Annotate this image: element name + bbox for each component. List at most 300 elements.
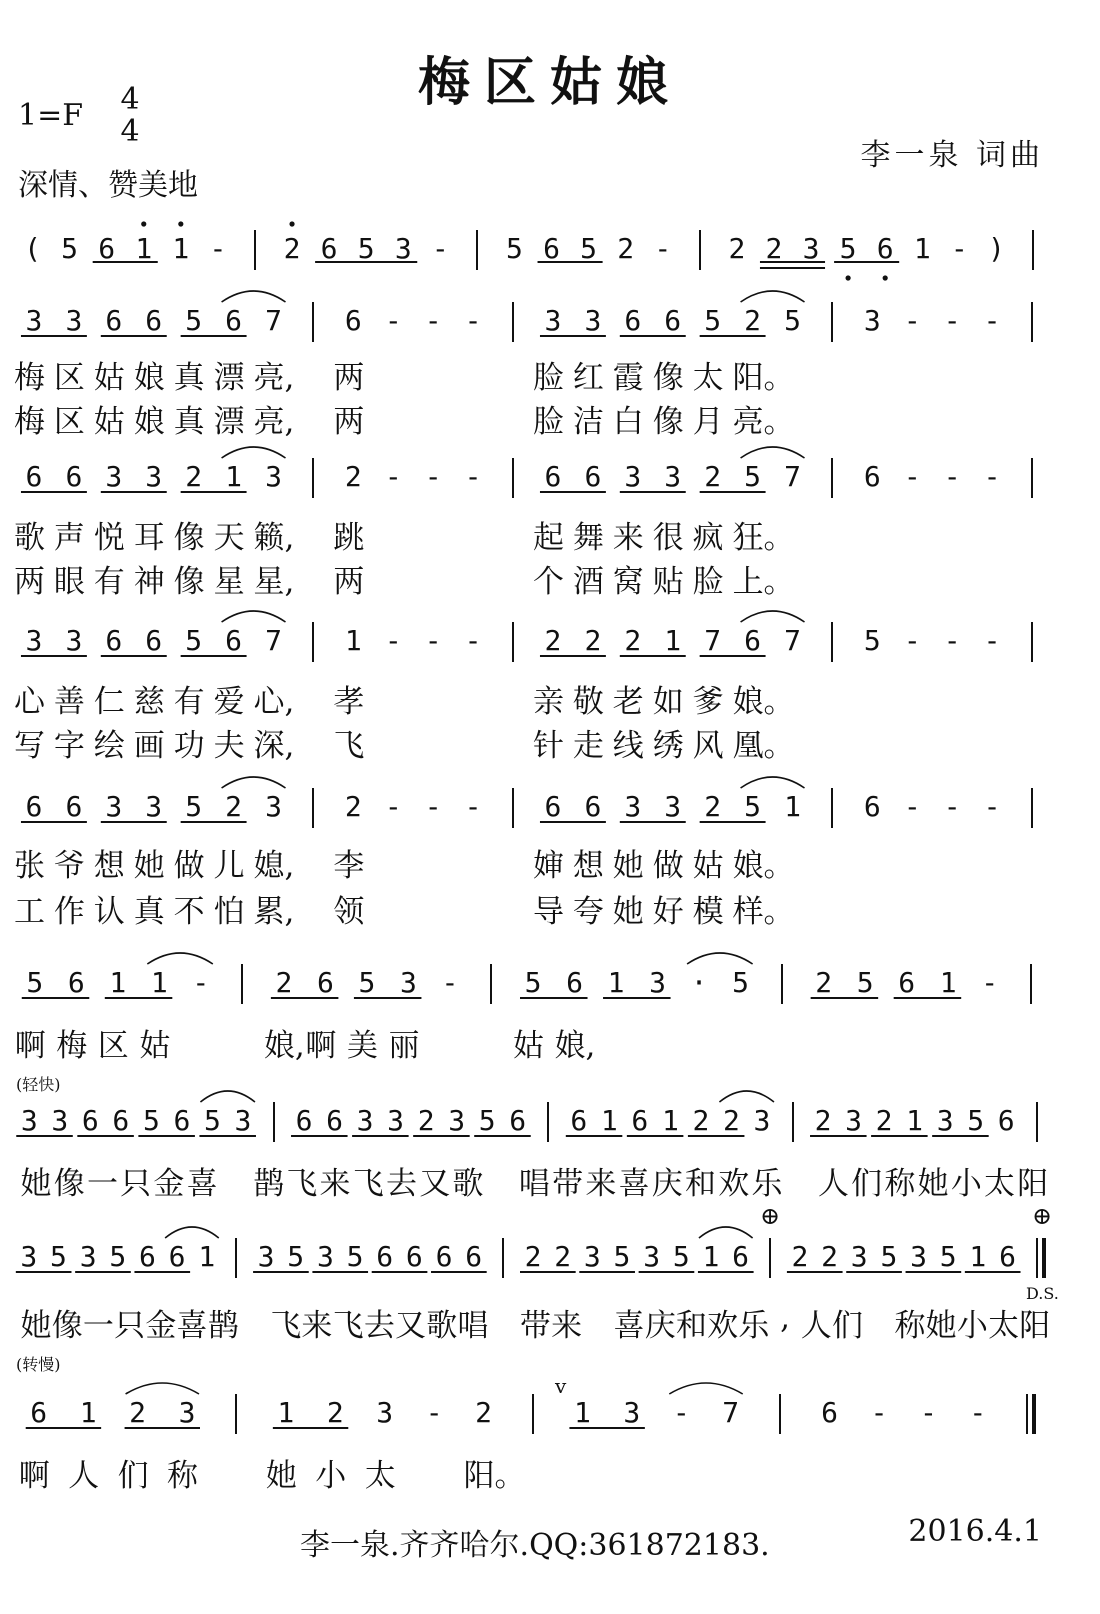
lyric-char: 很 [652,520,684,556]
lyric-char: 来 [585,1166,617,1202]
bar-line [254,230,256,270]
note: 6 [744,624,761,657]
lyric-char: 们 [851,1166,883,1202]
lyric-char: 导 [532,894,564,930]
note: 3 [802,232,820,265]
lyric-char: 像 [652,360,684,396]
lyric-char: 一 [86,1166,118,1202]
note: 6 [25,790,43,823]
meter-bottom: 4 [120,114,140,149]
note: 6 [997,1104,1015,1137]
lyric-char: 霞 [612,360,644,396]
note: 2 [617,232,635,265]
note: 5 [204,1104,221,1137]
lyric-char: 眼 [53,564,85,600]
notation-row [0,454,1100,500]
lyric-char: 写 [13,728,45,764]
lyric-char: 梅 [13,360,45,396]
note: 1 [225,460,242,493]
lyric-char: 功 [173,728,205,764]
lyric-char: 白 [612,404,644,440]
note: 2 [814,1104,832,1137]
lyric-char: 真 [173,360,205,396]
bar-line [1031,302,1033,342]
bar-line [476,230,478,270]
note: 6 [465,1240,483,1273]
note: 5 [506,232,523,265]
note: 3 [79,1240,97,1273]
footer-contact: 李一泉.齐齐哈尔.QQ:361872183. [300,1528,770,1563]
note: 3 [845,1104,862,1137]
note: 5 [939,1240,957,1273]
bar-line [235,1238,237,1278]
lyric-char: 飞 [286,1166,318,1202]
lyric-char: 爱 [213,684,245,720]
note: 6 [584,790,602,823]
note: · [690,966,708,999]
note: 1 [906,1104,924,1137]
hold-dash: - [870,1396,888,1429]
note: 6 [631,1104,649,1137]
coda-icon: ⊕ [760,1202,781,1230]
note: 3 [624,460,642,493]
notation-row [0,298,1100,344]
key-signature: 1=F [18,98,84,133]
lyric-char: 啊 [14,1028,46,1064]
lyric-char: 想 [572,848,604,884]
hold-dash: - [209,232,227,265]
note: 2 [815,966,833,999]
note: 5 [61,232,79,265]
note: 3 [65,624,83,657]
note: 6 [25,460,43,493]
lyric-char: 姑 [513,1028,544,1064]
note: 2 [275,966,293,999]
slow-marking: (转慢) [16,1355,61,1374]
bar-line [1030,964,1032,1004]
hold-dash: - [950,232,968,265]
bar-line [1031,622,1033,662]
lyric-char: 阳 [1017,1166,1049,1202]
lyric-char: 她 [917,1166,949,1202]
bar-line [792,1102,794,1142]
bar-line [831,788,833,828]
lyric-char: 像 [53,1166,85,1202]
hold-dash: - [903,460,921,493]
song-title: 梅区姑娘 [417,52,682,113]
bar-line [502,1238,504,1278]
lyric-char: 歌 [426,1308,458,1344]
note: 7 [784,624,801,657]
note: 5 [784,304,801,337]
note: 6 [67,966,85,999]
note: 6 [624,304,642,337]
hold-dash: - [192,966,210,999]
hold-dash: - [903,624,921,657]
note: 3 [356,1104,374,1137]
lyric-char: 金 [145,1308,177,1344]
bar-line [512,302,514,342]
note: 1 [573,1396,591,1429]
lyric-char: 歌 [452,1166,484,1202]
lyric-char: 她 [133,848,165,884]
note: 5 [856,966,874,999]
lyric-char: 娘, [263,1028,305,1064]
note: 6 [544,790,562,823]
lyric-char: 阳 [1019,1308,1051,1344]
lyric-char: 线 [612,728,644,764]
lyric-char: 真 [173,404,205,440]
note: 3 [20,1240,38,1273]
note: 2 [475,1396,492,1429]
lyric-char: 喜 [613,1308,645,1344]
lyric-char: 太 [984,1166,1016,1202]
note: 3 [265,790,282,823]
lyric-char: 不 [173,894,205,930]
lyric-char: 作 [53,894,85,930]
notation-row [0,1098,1100,1144]
author-credit: 李一泉 词曲 [860,138,1044,173]
octave-dot [883,275,888,280]
lyric-char: 悦 [93,520,125,556]
lyric-char: 绘 [93,728,125,764]
notation-row [0,1234,1100,1280]
lyric-char: 像 [652,404,684,440]
note: 6 [544,460,562,493]
note: 3 [25,304,43,337]
ds-marking: D.S. [1026,1284,1059,1303]
note: 1 [150,966,168,999]
lyric-char: 亮, [253,360,295,396]
note: 3 [623,1396,641,1429]
note: 2 [821,1240,838,1273]
note: 5 [478,1104,496,1137]
lyric-char: 只 [120,1166,152,1202]
note: 1 [277,1396,295,1429]
note: 5 [732,966,750,999]
note: 3 [178,1396,196,1429]
lyric-char: 做 [173,848,205,884]
note: 3 [257,1240,275,1273]
hold-dash: - [431,232,449,265]
lyric-char: , [780,1300,790,1336]
note: 6 [435,1240,453,1273]
lyric-char: 唱 [457,1308,489,1344]
lyric-char: 像 [173,520,205,556]
paren: ) [987,232,1005,265]
note: 5 [524,966,542,999]
lyric-char: 天 [213,520,245,556]
note: 6 [30,1396,48,1429]
note: 3 [649,966,666,999]
notation-row [0,1390,1100,1436]
note: 6 [405,1240,423,1273]
note: 6 [509,1104,527,1137]
lyric-char: 鹊 [253,1166,285,1202]
note: 1 [600,1104,618,1137]
lyric-char: 阳。 [463,1458,526,1494]
lyric-char: 漂 [213,360,245,396]
note: 1 [939,966,957,999]
note: 5 [744,460,761,493]
hold-dash: - [983,624,1001,657]
hold-dash: - [464,624,482,657]
lyric-char: 又 [419,1166,451,1202]
bar-line [699,230,701,270]
bar-line [512,788,514,828]
bar-line [241,964,243,1004]
lyric-char: 走 [572,728,604,764]
coda-icon: ⊕ [1032,1202,1053,1230]
hold-dash: - [441,966,459,999]
lyric-char: 真 [133,894,165,930]
lyric-char: 李 [333,848,365,884]
lyric-char: 小 [315,1458,347,1494]
lyric-char: 欢 [718,1166,750,1202]
paren: ( [24,232,41,265]
light-marking: (轻快) [16,1075,61,1094]
lyric-char: 夫 [213,728,245,764]
lyric-char: 去 [363,1308,395,1344]
note: 6 [344,304,362,337]
lyric-char: 领 [333,894,365,930]
bar-line [532,1394,534,1434]
hold-dash: - [424,304,442,337]
note: 3 [584,304,602,337]
note: 5 [142,1104,160,1137]
note: 2 [129,1396,146,1429]
lyric-char: 媳, [253,848,295,884]
lyric-char: 酒 [572,564,604,600]
bar-line [235,1394,237,1434]
lyric-char: 风 [692,728,724,764]
lyric-char: 太 [988,1308,1020,1344]
note: 5 [967,1104,985,1137]
bar-line [1031,788,1033,828]
note: 1 [784,790,801,823]
lyric-char: 和 [685,1166,717,1202]
hold-dash: - [981,966,999,999]
note: 6 [225,304,242,337]
bar-line [273,1102,275,1142]
hold-dash: - [464,790,482,823]
note: 5 [704,304,722,337]
lyric-char: 张 [13,848,45,884]
lyric-char: 称 [884,1166,916,1202]
note: 6 [898,966,916,999]
lyric-char: 她 [20,1308,52,1344]
note: 1 [79,1396,97,1429]
notation-row [0,226,1100,272]
lyric-char: 喜 [618,1166,650,1202]
note: 3 [400,966,417,999]
lyric-char: 啊 [18,1458,50,1494]
lyric-char: 起 [532,520,564,556]
note: 7 [722,1396,740,1429]
note: 5 [357,232,375,265]
note: 1 [135,232,153,265]
lyric-char: 两 [13,564,45,600]
note: 6 [145,624,163,657]
note: 5 [50,1240,67,1273]
lyric-char: 如 [652,684,684,720]
note: 6 [543,232,560,265]
hold-dash: - [384,460,402,493]
note: 5 [109,1240,127,1273]
note: 5 [839,232,857,265]
lyric-char: 儿 [213,848,245,884]
note: 1 [913,232,931,265]
note: 3 [25,624,43,657]
lyric-char: 梅 [56,1028,88,1064]
lyric-char: 她 [612,848,644,884]
lyric-char: 老 [612,684,644,720]
note: 1 [198,1240,216,1273]
lyric-char: 神 [133,564,165,600]
note: 2 [875,1104,893,1137]
lyric-char: 慈 [133,684,165,720]
lyric-char: 娘 [133,360,165,396]
lyric-char: 洁 [572,404,604,440]
lyric-char: 区 [97,1028,129,1064]
note: 6 [732,1240,750,1273]
note: 6 [863,460,881,493]
note: 2 [524,1240,542,1273]
note: 5 [744,790,761,823]
bar-line [312,458,314,498]
hold-dash: - [425,1396,443,1429]
note: 3 [624,790,642,823]
bar-line [1042,1238,1046,1278]
lyric-char: 飞 [270,1308,302,1344]
note: 2 [344,790,362,823]
lyric-char: 爷 [53,848,85,884]
meter-top: 4 [120,82,140,117]
lyric-char: 心, [253,684,295,720]
date-stamp: 2016.4.1 [908,1514,1042,1549]
hold-dash: - [943,460,961,493]
lyric-char: 姑 [93,404,125,440]
lyric-char: 夸 [572,894,604,930]
lyric-char: 丽 [388,1028,420,1064]
hold-dash: - [384,304,402,337]
bar-line [312,788,314,828]
bar-line [547,1102,549,1142]
lyric-char: 梅 [13,404,45,440]
note: 3 [145,460,163,493]
lyric-char: 唱 [518,1166,550,1202]
hold-dash: - [969,1396,987,1429]
bar-line [779,1394,781,1434]
lyric-char: 画 [133,728,165,764]
note: 3 [850,1240,868,1273]
note: 5 [580,232,598,265]
note: 5 [672,1240,690,1273]
note: 6 [105,624,123,657]
lyric-char: 想 [93,848,125,884]
note: 1 [109,966,127,999]
note: 6 [168,1240,186,1273]
lyric-char: 窝 [612,564,644,600]
lyric-char: 月 [692,404,724,440]
lyric-char: 美 [346,1028,378,1064]
note: 2 [744,304,761,337]
lyric-char: 姑 [692,848,724,884]
lyric-char: 像 [173,564,205,600]
lyric-char: 针 [532,728,564,764]
hold-dash: - [983,460,1001,493]
note: 3 [65,304,83,337]
lyric-char: 狂。 [732,520,795,556]
note: 5 [346,1240,364,1273]
note: 2 [326,1396,344,1429]
lyric-char: 累, [253,894,295,930]
octave-dot [846,275,851,280]
note: 5 [863,624,881,657]
lyric-char: 飞 [333,728,365,764]
bar-line [781,964,783,1004]
hold-dash: - [903,304,921,337]
lyric-char: 去 [385,1166,417,1202]
note: 2 [728,232,746,265]
note: 6 [225,624,242,657]
note: 1 [969,1240,987,1273]
note: 1 [664,624,682,657]
lyric-char: 又 [395,1308,427,1344]
lyric-char: 两 [333,360,365,396]
tempo-marking: 深情、赞美地 [18,168,198,203]
lyric-char: 带 [519,1308,551,1344]
lyric-char: 人 [817,1166,849,1202]
lyric-char: 认 [93,894,125,930]
notation-row [0,618,1100,664]
note: 5 [185,624,203,657]
bar-line [1032,230,1034,270]
lyric-char: 脸 [532,360,564,396]
hold-dash: - [384,790,402,823]
note: 1 [172,232,190,265]
lyric-char: 和 [675,1308,707,1344]
note: 7 [265,304,282,337]
bar-line [1032,1394,1036,1434]
lyric-char: 怕 [213,894,245,930]
hold-dash: - [424,790,442,823]
notation-row [0,960,1100,1006]
hold-dash: - [983,304,1001,337]
note: 6 [65,790,83,823]
lyric-char: 红 [572,360,604,396]
lyric-char: 来 [551,1308,583,1344]
time-signature [116,84,144,148]
note: 3 [936,1104,954,1137]
hold-dash: - [943,304,961,337]
note: 3 [316,1240,334,1273]
note: 6 [584,460,602,493]
note: 6 [81,1104,99,1137]
note: 6 [173,1104,191,1137]
note: 2 [692,1104,710,1137]
lyric-char: 区 [53,404,85,440]
note: 2 [704,790,722,823]
lyric-char: 带 [552,1166,584,1202]
note: 2 [417,1104,435,1137]
note: 6 [664,304,682,337]
notation-row [0,784,1100,830]
lyric-char: 脸 [692,564,724,600]
lyric-char: 声 [53,520,85,556]
lyric-char: 她 [925,1308,957,1344]
lyric-char: 贴 [652,564,684,600]
